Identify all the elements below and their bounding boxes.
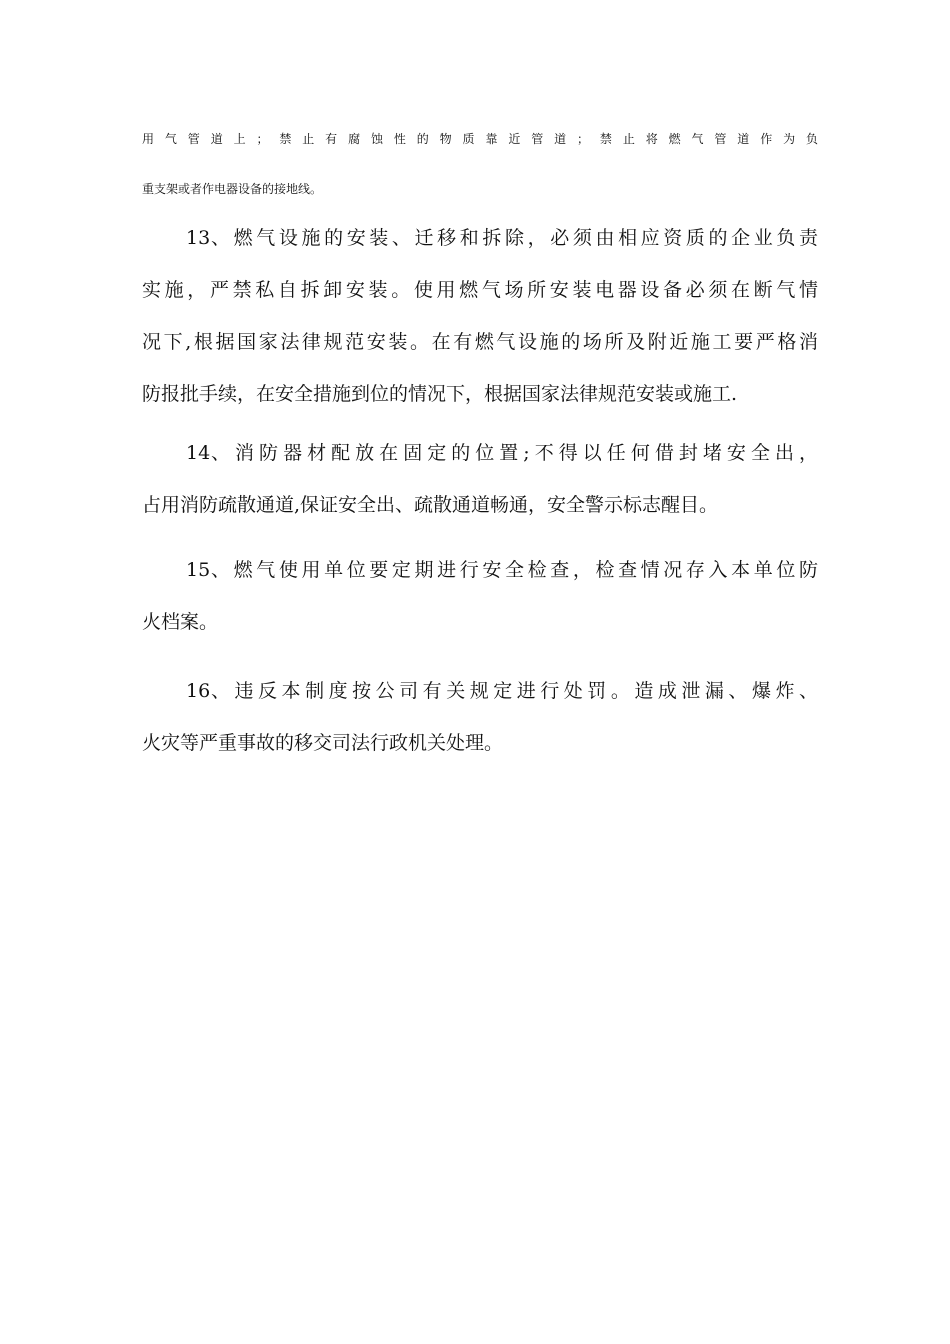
rule-line: 防报批手续，在安全措施到位的情况下，根据国家法律规范安装或施工.	[142, 383, 738, 405]
rule-text: 消防器材配放在固定的位置;不得以任何借封堵安全出，	[230, 442, 818, 464]
rule-text: 违反本制度按公司有关规定进行处罚。造成泄漏、爆炸、	[230, 680, 818, 702]
rule-line: 占用消防疏散通道,保证安全出、疏散通道畅通，安全警示标志醒目。	[142, 494, 719, 516]
rule-item-16	[142, 665, 818, 769]
rule-line: 火档案。	[142, 611, 219, 633]
rule-line: 况下,根据国家法律规范安装。在有燃气设施的场所及附近施工要严格消	[142, 331, 818, 353]
rule-number: 14、	[186, 442, 230, 464]
rule-number: 16、	[186, 680, 230, 702]
rule-number: 15、	[186, 559, 230, 581]
rule-text: 燃气设施的安装、迁移和拆除，必须由相应资质的企业负责	[230, 227, 818, 249]
rule-text: 燃气使用单位要定期进行安全检查，检查情况存入本单位防	[230, 559, 818, 581]
rule-line	[142, 427, 818, 479]
continuation-line-2: 重支架或者作电器设备的接地线。	[142, 182, 323, 196]
rule-line	[142, 665, 818, 717]
rule-item-13	[142, 212, 818, 420]
rule-line	[142, 212, 818, 264]
continuation-line-1: 用气管道上；禁止有腐蚀性的物质靠近管道；禁止将燃气管道作为负	[142, 132, 818, 146]
rule-item-15	[142, 544, 818, 648]
rule-line: 火灾等严重事故的移交司法行政机关处理。	[142, 732, 504, 754]
rule-number: 13、	[186, 227, 230, 249]
rule-item-14	[142, 427, 818, 531]
rule-line: 实施，严禁私自拆卸安装。使用燃气场所安装电器设备必须在断气情	[142, 279, 818, 301]
rule-line	[142, 544, 818, 596]
